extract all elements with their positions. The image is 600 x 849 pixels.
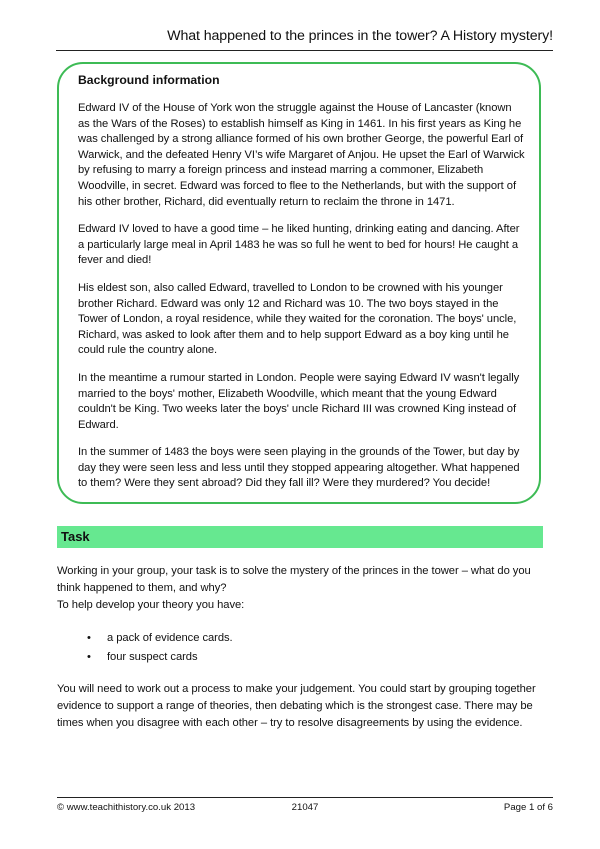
page-footer: [57, 797, 553, 816]
footer-document-code: 21047: [291, 802, 319, 813]
task-intro: Working in your group, your task is to solve the mystery of the princes in the tower – what do you think happened to them, and why?: [57, 565, 531, 595]
task-heading: Task: [61, 529, 90, 544]
background-paragraph-1: Edward IV of the House of York won the struggle against the House of Lancaster (known as the Wars of the Roses) to establish himself as King in 1461. In his first years as King he was challenged by a strong alliance formed of his own brother George, the powerful Earl of Warwick, and the defeated Henry VI’s wife Margaret of Anjou. He upset the Earl of Warwick by refusing to marry a foreign princess and instead marring a commoner, Elizabeth Woodville, in secret. Edward was forced to flee to the Netherlands, but with the support of his other brother, Richard, did eventually return to reclaim the throne in 1471.: [78, 102, 525, 208]
document-title: What happened to the princes in the tower? A History mystery!: [167, 28, 553, 44]
bullet-icon: •: [87, 650, 91, 663]
task-section: [57, 563, 547, 732]
task-intro-followup: To help develop your theory you have:: [57, 599, 245, 612]
page-header: [56, 22, 553, 51]
background-paragraph-3: His eldest son, also called Edward, travelled to London to be crowned with his younger brother Richard. Edward was only 12 and Richard was 10. The two boys stayed in the Tower of London, a royal residence, while they waited for the coronation. The boys' uncle, Richard, was asked to look after them and to help support Edward as a boy king until he could rule the country alone.: [78, 281, 517, 357]
background-information-box: [57, 62, 541, 504]
list-item: [87, 648, 547, 667]
list-item: [87, 629, 547, 648]
list-item-text: four suspect cards: [107, 650, 198, 663]
task-closing-paragraph: You will need to work out a process to make your judgement. You could start by grouping together evidence to support a range of theories, then debating which is the strongest case. There may be times when you disagree with each other – try to resolve disagreements by using the evidence.: [57, 682, 536, 730]
background-paragraph-2: Edward IV loved to have a good time – he liked hunting, drinking eating and dancing. After a particularly large meal in April 1483 he was so full he went to bed for hours! He caught a fever and died!: [78, 223, 520, 267]
background-heading: Background information: [78, 73, 220, 87]
list-item-text: a pack of evidence cards.: [107, 631, 233, 644]
task-heading-bar: [57, 526, 543, 548]
resource-list: [57, 629, 547, 667]
footer-page-number: Page 1 of 6: [503, 802, 553, 813]
bullet-icon: •: [87, 631, 91, 644]
background-paragraph-5: In the summer of 1483 the boys were seen playing in the grounds of the Tower, but day by day they were seen less and less until they stopped appearing altogether. What happened to them? Were they sent abroad? Did they fall ill? Were they murdered? You decide!: [78, 446, 520, 490]
footer-copyright: © www.teachithistory.co.uk 2013: [57, 802, 196, 813]
background-paragraph-4: In the meantime a rumour started in London. People were saying Edward IV wasn't legally married to the boys' mother, Elizabeth Woodville, which meant that the young Edward couldn't be King. Two weeks later the boys' uncle Richard III was crowned King instead of Edward.: [78, 371, 520, 431]
